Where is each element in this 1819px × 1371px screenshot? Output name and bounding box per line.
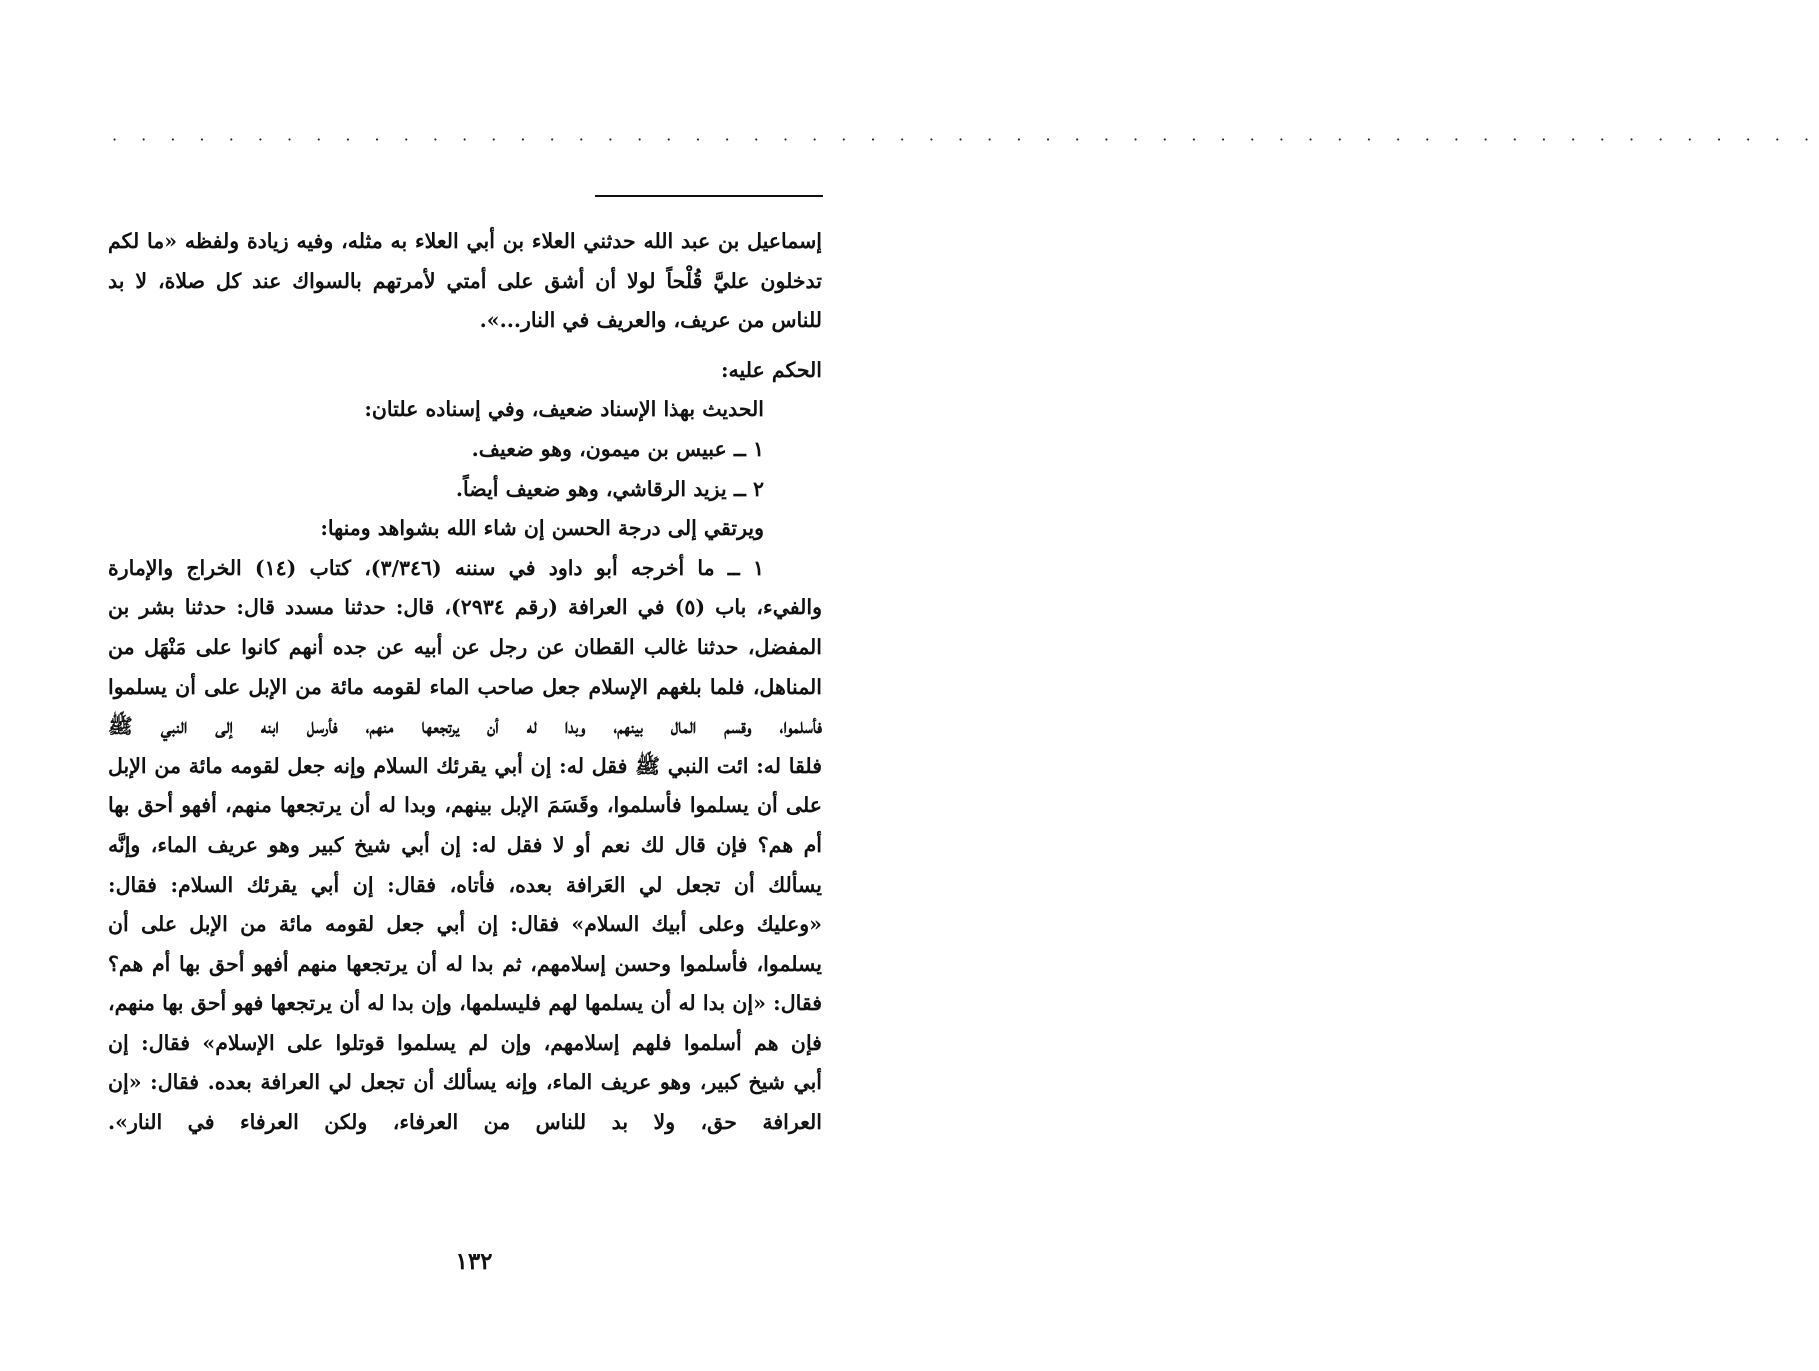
text-line: أم هم؟ فإن قال لك نعم أو لا فقل له: إن أبي شيخ كبير وهو عريف الماء، وإنَّه — [108, 832, 822, 857]
text-line: ويرتقي إلى درجة الحسن إن شاء الله بشواهد ومنها: — [320, 516, 764, 541]
text-line: والفيء، باب (٥) في العرافة (رقم ٢٩٣٤)، قال: حدثنا مسدد قال: حدثنا بشر بن — [108, 595, 822, 620]
dotted-separator: · · · · · · · · · · · · · · · · · · · · · · · · · · · · · · · · · · · · · · · · · · · · · · · · · · · · · · · · · · · — [112, 130, 1819, 149]
page-number: ١٣٢ — [455, 1248, 493, 1275]
text-line: فأسلموا، وقسم المال بينهم، وبدا له أن يرتجعها منهم، فأرسل ابنه إلى النبي ﷺ — [108, 714, 822, 739]
text-line: تدخلون عليَّ قُلْحاً لولا أن أشق على أمتي لأمرتهم بالسواك عند كل صلاة، لا بد — [108, 268, 822, 293]
section-heading: الحكم عليه: — [720, 357, 822, 382]
text-line: يسألك أن تجعل لي العَرافة بعده، فأتاه، فقال: إن أبي يقرئك السلام: فقال: — [108, 872, 822, 897]
text-line: للناس من عريف، والعريف في النار...». — [479, 308, 822, 333]
text-line: إسماعيل بن عبد الله حدثني العلاء بن أبي العلاء به مثله، وفيه زيادة ولفظه «ما لكم — [108, 229, 822, 253]
text-line: «وعليك وعلى أبيك السلام» فقال: إن أبي جعل لقومه مائة من الإبل على أن — [108, 912, 822, 937]
text-line: يسلموا، فأسلموا وحسن إسلامهم، ثم بدا له أن يرتجعها منهم أفهو أحق بها أم هم؟ — [108, 951, 822, 976]
text-line: على أن يسلموا فأسلموا، وقَسَمَ الإبل بينهم، وبدا له أن يرتجعها منهم، أفهو أحق بها — [108, 793, 822, 818]
text-line: العرافة حق، ولا بد للناس من العرفاء، ولكن العرفاء في النار». — [108, 1110, 822, 1135]
footnote-rule — [595, 195, 823, 197]
text-line: أبي شيخ كبير، وهو عريف الماء، وإنه يسألك أن تجعل لي العرافة بعده. فقال: «إن — [108, 1070, 822, 1095]
text-line: فلقا له: ائت النبي ﷺ فقل له: إن أبي يقرئك السلام وإنه جعل لقومه مائة من الإبل — [108, 753, 822, 778]
list-item: ١ ــ عبيس بن ميمون، وهو ضعيف. — [471, 436, 764, 461]
text-line: الحديث بهذا الإسناد ضعيف، وفي إسناده علتان: — [364, 397, 764, 422]
text-line: فإن هم أسلموا فلهم إسلامهم، وإن لم يسلموا قوتلوا على الإسلام» فقال: إن — [108, 1030, 822, 1055]
text-line: المفضل، حدثنا غالب القطان عن رجل عن أبيه عن جده أنهم كانوا على مَنْهَل من — [108, 634, 822, 659]
text-line: ١ ــ ما أخرجه أبو داود في سننه (٣/٣٤٦)، كتاب (١٤) الخراج والإمارة — [108, 555, 765, 580]
text-line: فقال: «إن بدا له أن يسلمها لهم فليسلمها، وإن بدا له أن يرتجعها فهو أحق بها منهم، — [108, 991, 822, 1016]
text-line: المناهل، فلما بلغهم الإسلام جعل صاحب الماء لقومه مائة من الإبل على أن يسلموا — [108, 674, 822, 699]
page-body — [108, 222, 822, 1143]
list-item: ٢ ــ يزيد الرقاشي، وهو ضعيف أيضاً. — [455, 476, 764, 501]
